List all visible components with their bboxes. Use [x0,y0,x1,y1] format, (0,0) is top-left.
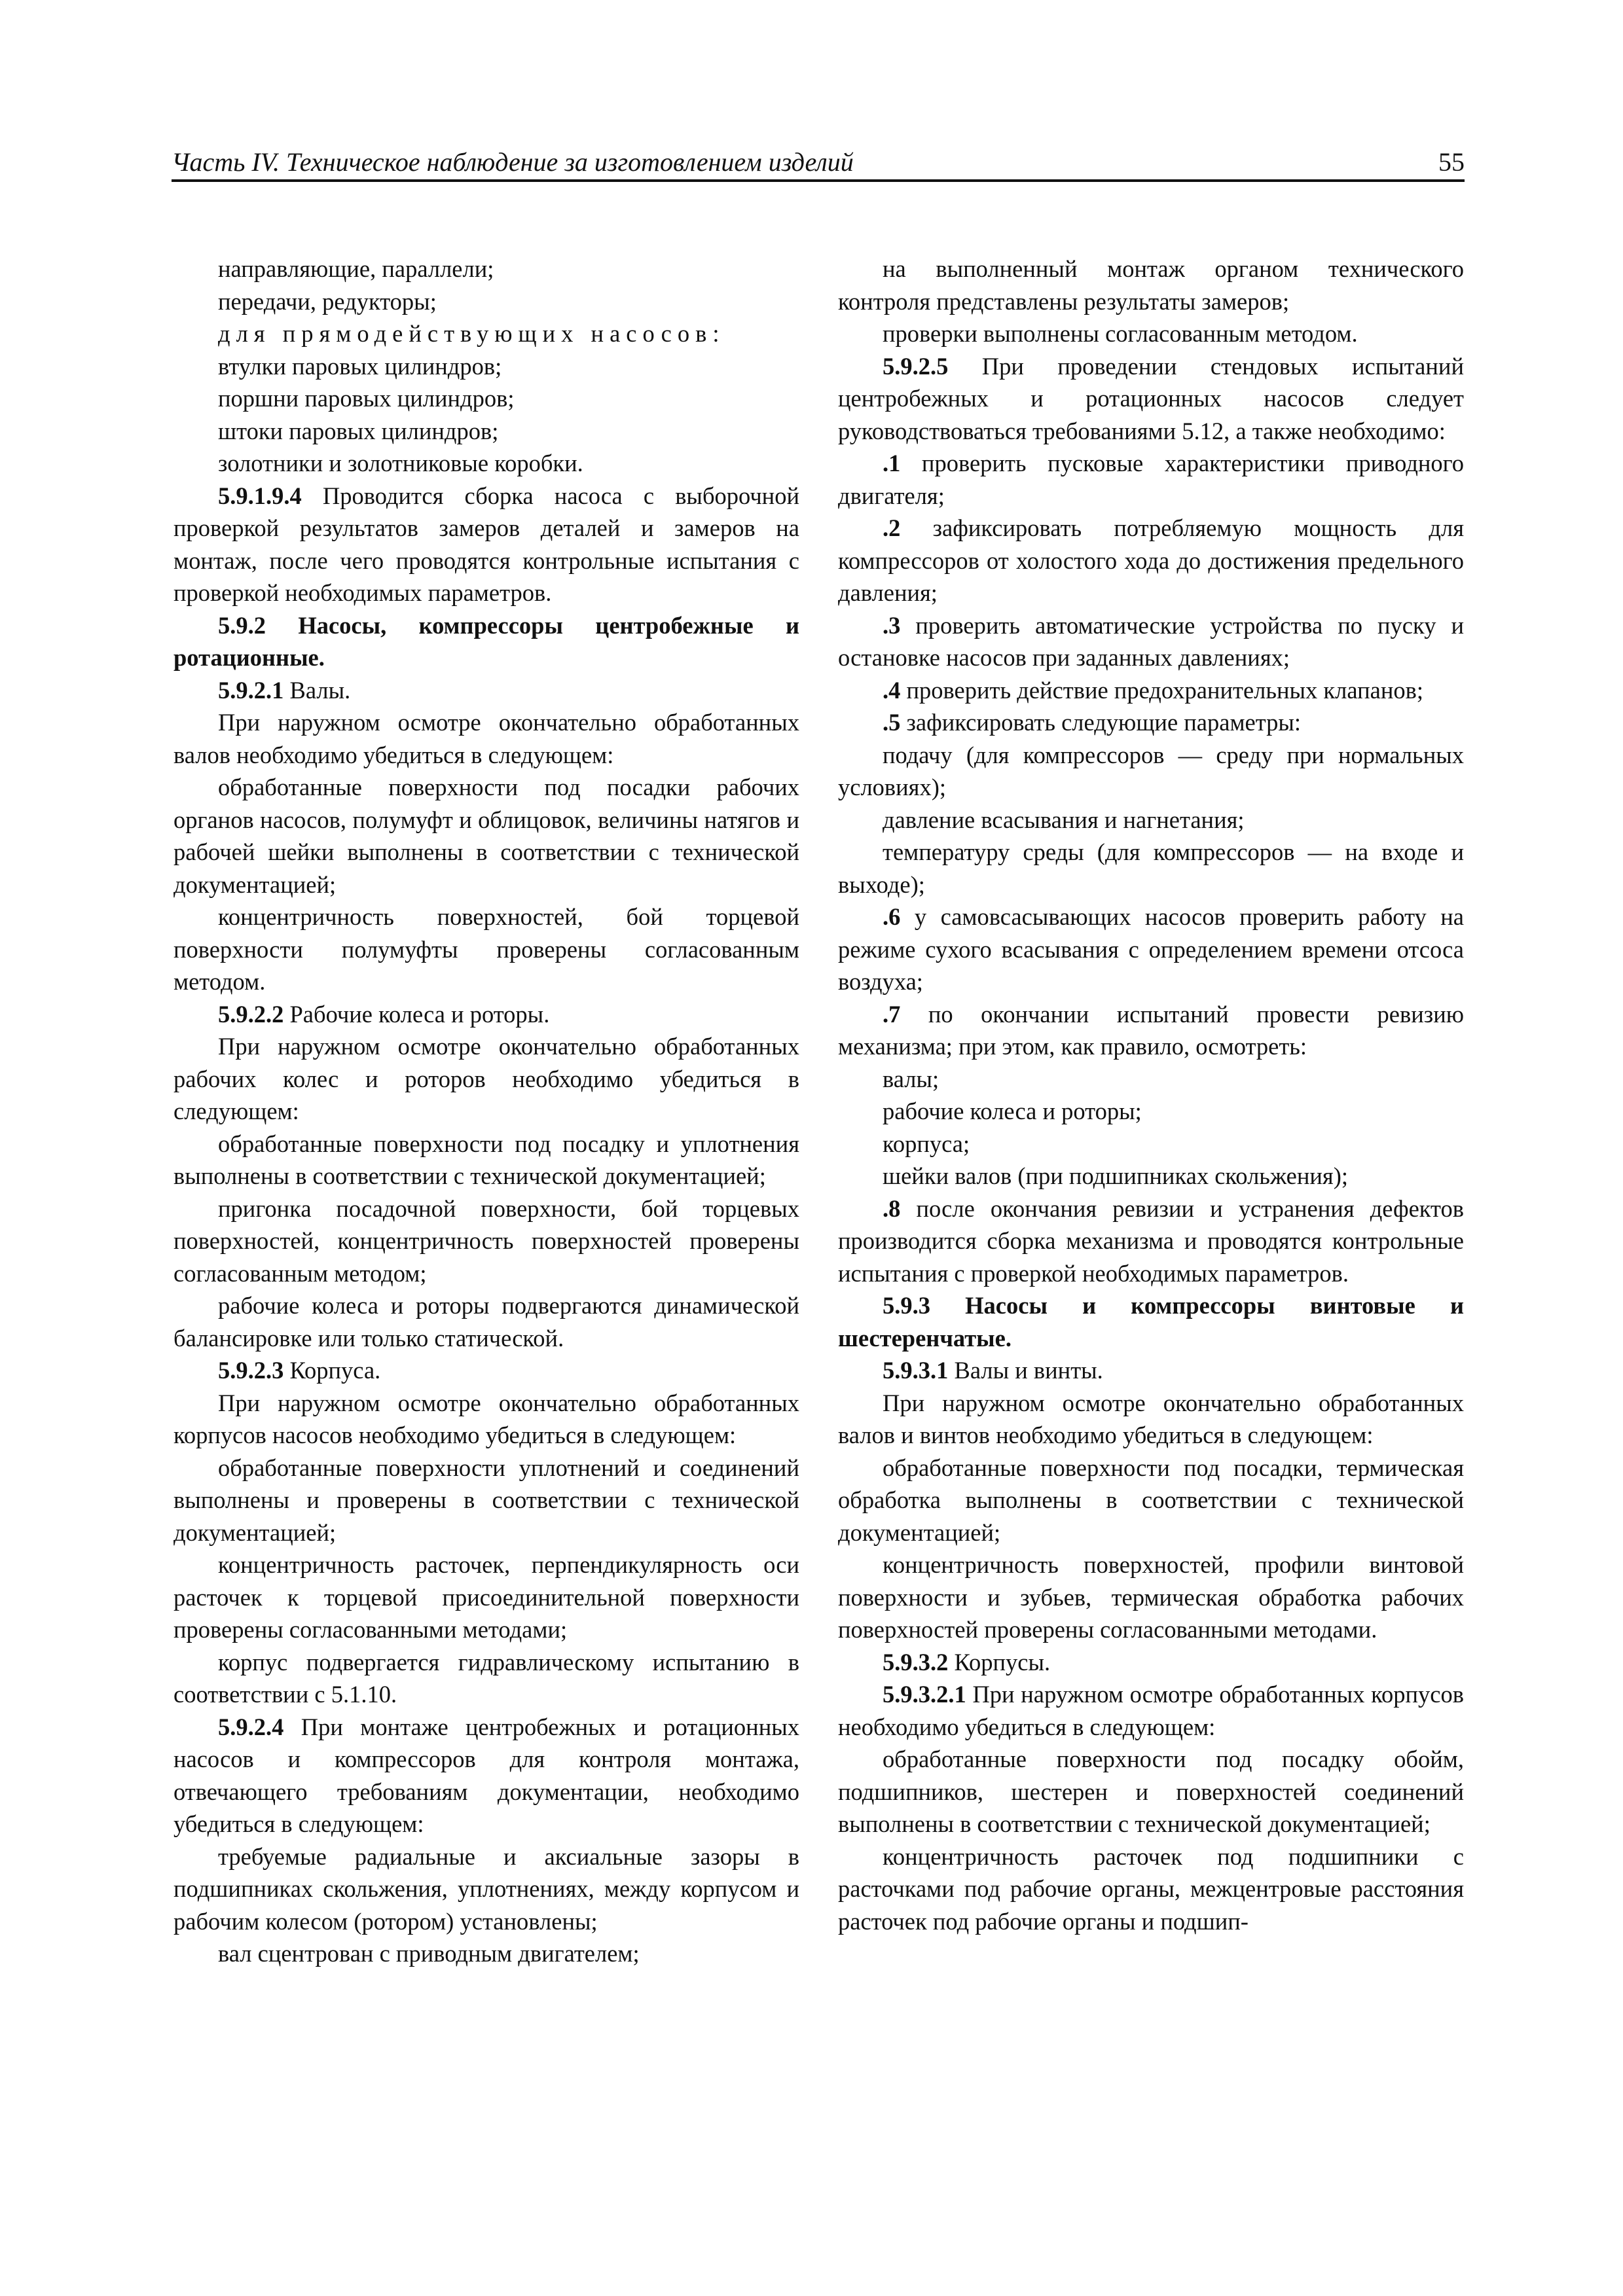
paragraph: направляющие, параллели; [218,255,494,282]
section-5-9-2-5 [838,350,1464,448]
section-text: При монтаже центробежных и ротационных насосов и компрессоров для контроля монтажа, отвечающего требованиям документации, необходимо убедиться в следующем: [173,1713,799,1837]
running-title: Часть IV. Техническое наблюдение за изготовлением изделий [172,147,854,177]
paragraph: обработанные поверхности уплотнений и соединений выполнены и проверены в соответствии с технической документацией; [173,1454,799,1546]
list-item-8 [838,1193,1464,1290]
item-number: .4 [883,676,901,704]
section-5-9-3-1 [838,1354,1464,1387]
paragraph: концентричность поверхностей, бой торцевой поверхности полумуфты проверены согласованным методом. [173,903,799,995]
item-text: проверить автоматические устройства по пуску и остановке насосов при заданных давлениях; [838,611,1464,671]
item-text: зафиксировать следующие параметры: [900,709,1302,736]
heading-5-9-3: 5.9.3 Насосы и компрессоры винтовые и шестеренчатые. [838,1292,1464,1352]
item-text: проверить пусковые характеристики приводного двигателя; [838,450,1464,509]
section-text: Валы и винты. [948,1357,1103,1384]
section-number: 5.9.2.2 [218,1000,284,1028]
section-number: 5.9.3.2.1 [883,1681,966,1708]
item-number: .5 [883,709,901,736]
list-item-7 [838,998,1464,1063]
list-item-2 [838,512,1464,609]
section-5-9-3-2-1 [838,1678,1464,1743]
paragraph: рабочие колеса и роторы; [883,1098,1142,1124]
paragraph: корпус подвергается гидравлическому испытанию в соответствии с 5.1.10. [173,1648,799,1708]
paragraph: При наружном осмотре окончательно обработанных валов и винтов необходимо убедиться в следующем: [838,1389,1464,1448]
paragraph: концентричность расточек, перпендикулярность оси расточек к торцевой присоединительной поверхности проверены согласованными методами; [173,1551,799,1643]
section-5-9-2-1 [173,674,799,707]
paragraph: на выполненный монтаж органом технического контроля представлены результаты замеров; [838,255,1464,315]
paragraph: шейки валов (при подшипниках скольжения); [883,1162,1349,1189]
item-text: зафиксировать потребляемую мощность для компрессоров от холостого хода до достижения предельного давления; [838,514,1464,606]
paragraph: втулки паровых цилиндров; [218,352,502,380]
list-item-4 [838,674,1464,707]
section-number: 5.9.2.3 [218,1357,284,1384]
paragraph: валы; [883,1065,939,1092]
item-number: .3 [883,611,901,639]
paragraph: обработанные поверхности под посадки рабочих органов насосов, полумуфт и облицовок, величины натягов и рабочей шейки выполнены в соответствии с технической документацией; [173,774,799,898]
list-item-6 [838,901,1464,998]
paragraph: давление всасывания и нагнетания; [883,806,1245,833]
section-text: Корпусы. [948,1648,1051,1676]
paragraph: подачу (для компрессоров — среду при нормальных условиях); [838,741,1464,800]
paragraph: поршни паровых цилиндров; [218,385,515,412]
left-column [173,253,799,1970]
paragraph: рабочие колеса и роторы подвергаются динамической балансировке или только статической. [173,1292,799,1352]
paragraph: При наружном осмотре окончательно обработанных корпусов насосов необходимо убедиться в следующем: [173,1389,799,1448]
page-number: 55 [1438,147,1465,177]
item-number: .8 [883,1194,901,1222]
section-text: Рабочие колеса и роторы. [283,1000,550,1028]
section-number: 5.9.3.2 [883,1648,949,1676]
section-text: Корпуса. [283,1357,381,1384]
section-number: 5.9.2.1 [218,676,284,704]
item-text: по окончании испытаний провести ревизию механизма; при этом, как правило, осмотреть: [838,1000,1464,1060]
item-text: после окончания ревизии и устранения дефектов производится сборка механизма и проводятся контрольные испытания с проверкой необходимых параметров. [838,1194,1464,1287]
paragraph: обработанные поверхности под посадки, термическая обработка выполнены в соответствии с технической документацией; [838,1454,1464,1546]
item-text: у самовсасывающих насосов проверить работу на режиме сухого всасывания с определением времени отсоса воздуха; [838,903,1464,995]
section-5-9-3-2 [838,1646,1464,1679]
paragraph: обработанные поверхности под посадку и уплотнения выполнены в соответствии с технической документацией; [173,1130,799,1189]
paragraph: штоки паровых цилиндров; [218,417,499,444]
section-text: При наружном осмотре обработанных корпусов необходимо убедиться в следующем: [838,1681,1464,1740]
item-text: проверить действие предохранительных клапанов; [900,676,1423,704]
list-item-1 [838,447,1464,512]
section-text: Проводится сборка насоса с выборочной проверкой результатов замеров деталей и замеров на монтаж, после чего проводятся контрольные испытания с проверкой необходимых параметров. [173,482,799,606]
paragraph: золотники и золотниковые коробки. [218,450,583,476]
section-number: 5.9.3.1 [883,1357,949,1384]
paragraph-spaced: для прямодействующих насосов: [218,320,725,347]
paragraph: требуемые радиальные и аксиальные зазоры в подшипниках скольжения, уплотнениях, между корпусом и рабочим колесом (ротором) установлены; [173,1842,799,1935]
paragraph: передачи, редукторы; [218,287,437,315]
list-item-3 [838,609,1464,674]
page-header [172,145,1465,182]
section-5-9-2-2 [173,998,799,1031]
item-number: .1 [883,450,901,476]
paragraph: обработанные поверхности под посадку обойм, подшипников, шестерен и поверхностей соединений выполнены в соответствии с технической документацией; [838,1746,1464,1837]
paragraph: температуру среды (для компрессоров — на входе и выходе); [838,838,1464,898]
paragraph: вал сцентрован с приводным двигателем; [218,1940,640,1967]
item-number: .6 [883,903,901,930]
list-item-5 [838,706,1464,739]
item-number: .7 [883,1000,901,1028]
right-column [838,253,1464,1937]
paragraph: концентричность расточек под подшипники с расточками под рабочие органы, межцентровые расстояния расточек под рабочие органы и подшип- [838,1842,1464,1935]
heading-5-9-2: 5.9.2 Насосы, компрессоры центробежные и ротационные. [173,611,799,671]
section-5-9-2-3 [173,1354,799,1387]
section-text: При проведении стендовых испытаний центробежных и ротационных насосов следует руководствоваться требованиями 5.12, а также необходимо: [838,352,1464,444]
section-number: 5.9.2.4 [218,1713,284,1740]
item-number: .2 [883,514,901,541]
section-number: 5.9.1.9.4 [218,482,302,509]
paragraph: При наружном осмотре окончательно обработанных валов необходимо убедиться в следующем: [173,709,799,768]
paragraph: пригонка посадочной поверхности, бой торцевых поверхностей, концентричность поверхностей проверены согласованным методом; [173,1194,799,1287]
section-5-9-1-9-4 [173,480,799,609]
paragraph: корпуса; [883,1130,970,1157]
section-5-9-2-4 [173,1711,799,1840]
section-text: Валы. [283,676,351,704]
paragraph: концентричность поверхностей, профили винтовой поверхности и зубьев, термическая обработка рабочих поверхностей проверены согласованными методами. [838,1551,1464,1643]
section-number: 5.9.2.5 [883,352,949,380]
paragraph: При наружном осмотре окончательно обработанных рабочих колес и роторов необходимо убедиться в следующем: [173,1033,799,1124]
paragraph: проверки выполнены согласованным методом. [883,320,1358,347]
